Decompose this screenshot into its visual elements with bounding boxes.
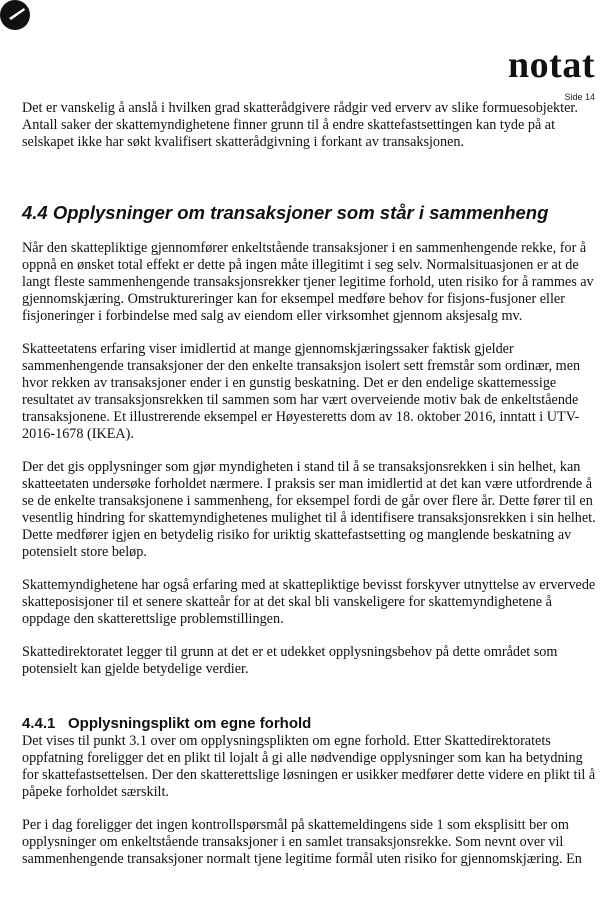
section-paragraph-4: Skattemyndighetene har også erfaring med at skattepliktige bevisst forskyver utnyttelse av ervervede skatteposisjoner til et senere skatteår for at det skal bli vanskeligere for skattemyndighetene å oppdage den skatterettslige problemstillingen. bbox=[22, 577, 596, 627]
section-paragraph-2: Skatteetatens erfaring viser imidlertid at mange gjennomskjæringssaker faktisk gjelder sammenhengende transaksjoner der den enkelte transaksjon isolert sett fremstår som ordinær, men hvor rekken av transaksjoner ender i en gunstig beskatning. Det er den endelige skattemessige resultatet av transaksjonsrekken til sammen som har vært overveiende motiv bak de enkeltstående transaksjonene. Et illustrerende eksempel er Høyesteretts dom av 18. oktober 2016, inntatt i UTV-2016-1678 (IKEA). bbox=[22, 341, 581, 442]
subsection-title: Opplysningsplikt om egne forhold bbox=[68, 715, 312, 732]
subsection-number: 4.4.1 bbox=[22, 715, 56, 732]
subsection-paragraph-2: Per i dag foreligger det ingen kontrollspørsmål på skattemeldingens side 1 som eksplisitt ber om opplysninger om enkeltstående transaksjoner i en samlet transaksjonsrekke. Som nevnt over vil sammenhengende transaksjoner normalt tjene legitime formål uten risiko for gjennomskjæring. En bbox=[22, 817, 582, 867]
subsection-heading bbox=[22, 715, 598, 733]
section-heading: 4.4 Opplysninger om transaksjoner som står i sammenheng bbox=[22, 202, 549, 223]
document-type-title: notat bbox=[508, 44, 595, 86]
section-paragraph-5: Skattedirektoratet legger til grunn at det er et udekket opplysningsbehov på dette området som potensielt kan gjelde betydelige verdier. bbox=[22, 644, 558, 677]
page-number: Side 14 bbox=[564, 92, 595, 102]
section-paragraph-1: Når den skattepliktige gjennomfører enkeltstående transaksjoner i en sammenhengende rekke, for å oppnå en ønsket total effekt er dette på ingen måte illegitimt i seg selv. Normalsituasjonen er at de langt fleste sammenhengende transaksjonsrekker tjener legitime forhold, uten risiko for å rammes av gjennomskjæring. Omstruktureringer kan for eksempel medføre behov for fisjons-fusjoner eller fisjoneringer i forbindelse med salg av eiendom eller virksomhet gjennom aksjesalg mv. bbox=[22, 240, 594, 324]
logo-icon bbox=[0, 0, 32, 32]
section-paragraph-3: Der det gis opplysninger som gjør myndigheten i stand til å se transaksjonsrekken i sin helhet, kan skatteetaten undersøke forholdet nærmere. I praksis ser man imidlertid at det kan være utfordrende å se de enkelte transaksjonene i sammenheng, for eksempel fordi de går over flere år. Dette fører til en vesentlig hindring for skattemyndighetenes mulighet til å identifisere transaksjonsrekken i sin helhet. Dette medfører igjen en betydelig risiko for uriktig skattefastsetting og manglende beskatning av potensielt store beløp. bbox=[22, 459, 596, 560]
intro-paragraph: Det er vanskelig å anslå i hvilken grad skatterådgivere rådgir ved erverv av slike formuesobjekter. Antall saker der skattemyndighetene finner grunn til å endre skattefastsettingen kan tyde på at selskapet ikke har søkt kvalifisert skatterådgivning i forkant av transaksjonen. bbox=[22, 100, 578, 150]
document-body bbox=[22, 100, 598, 868]
subsection-paragraph-1: Det vises til punkt 3.1 over om opplysningsplikten om egne forhold. Etter Skattedirektoratets oppfatning foreligger det en plikt til lojalt å gi alle nødvendige opplysninger som kan ha betydning for skattefastsettelsen. Der den skatterettslige løsningen er usikker medfører dette videre en plikt til å påpeke forholdet særskilt. bbox=[22, 733, 596, 800]
